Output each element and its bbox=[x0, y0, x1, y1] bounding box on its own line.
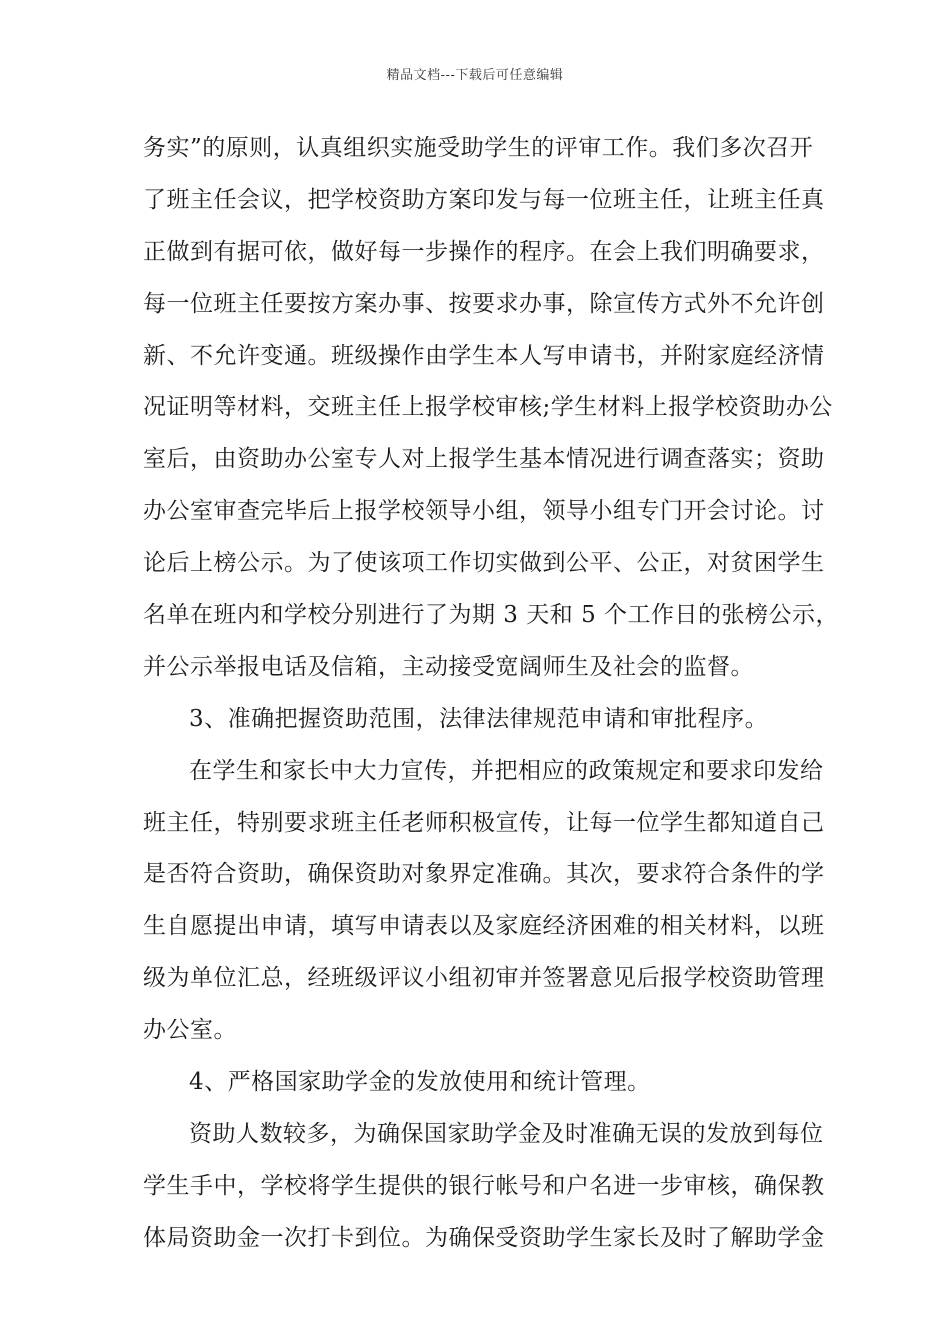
text-line: 体局资助金一次打卡到位。为确保受资助学生家长及时了解助学金 bbox=[143, 1224, 825, 1251]
text-line: 4、严格国家助学金的发放使用和统计管理。 bbox=[189, 1069, 651, 1096]
text-line: 新、不允许变通。班级操作由学生本人写申请书，并附家庭经济情 bbox=[143, 342, 825, 369]
text-line: 3、准确把握资助范围，法律法律规范申请和审批程序。 bbox=[189, 705, 769, 732]
text-line: 生自愿提出申请，填写申请表以及家庭经济困难的相关材料，以班 bbox=[143, 913, 825, 940]
text-line: 正做到有据可依，做好每一步操作的程序。在会上我们明确要求， bbox=[143, 238, 825, 265]
text-line: 是否符合资助，确保资助对象界定准确。其次，要求符合条件的学 bbox=[143, 861, 825, 888]
text-line: 办公室审查完毕后上报学校领导小组，领导小组专门开会讨论。讨 bbox=[143, 498, 825, 525]
text-line: 级为单位汇总，经班级评议小组初审并签署意见后报学校资助管理 bbox=[143, 965, 825, 992]
text-line: 办公室。 bbox=[143, 1017, 237, 1044]
text-line: 资助人数较多，为确保国家助学金及时准确无误的发放到每位 bbox=[189, 1120, 824, 1147]
text-line: 务实”的原则，认真组织实施受助学生的评审工作。我们多次召开 bbox=[143, 135, 814, 161]
text-line: 每一位班主任要按方案办事、按要求办事，除宣传方式外不允许创 bbox=[143, 290, 825, 317]
text-line: 室后，由资助办公室专人对上报学生基本情况进行调查落实；资助 bbox=[143, 446, 825, 473]
text-line: 了班主任会议，把学校资助方案印发与每一位班主任，让班主任真 bbox=[143, 186, 825, 213]
text-line: 班主任，特别要求班主任老师积极宣传，让每一位学生都知道自己 bbox=[143, 809, 825, 836]
text-line: 在学生和家长中大力宣传，并把相应的政策规定和要求印发给 bbox=[189, 757, 824, 784]
text-line: 并公示举报电话及信箱，主动接受宽阔师生及社会的监督。 bbox=[143, 653, 754, 680]
page-header: 精品文档---下载后可任意编辑 bbox=[386, 68, 564, 83]
text-line: 名单在班内和学校分别进行了为期 3 天和 5 个工作日的张榜公示， bbox=[143, 602, 840, 629]
text-line: 学生手中，学校将学生提供的银行帐号和户名进一步审核，确保教 bbox=[143, 1172, 825, 1199]
text-line: 况证明等材料，交班主任上报学校审核;学生材料上报学校资助办公 bbox=[143, 394, 833, 421]
body-text bbox=[143, 123, 840, 1265]
text-line: 论后上榜公示。为了使该项工作切实做到公平、公正，对贫困学生 bbox=[143, 550, 825, 577]
